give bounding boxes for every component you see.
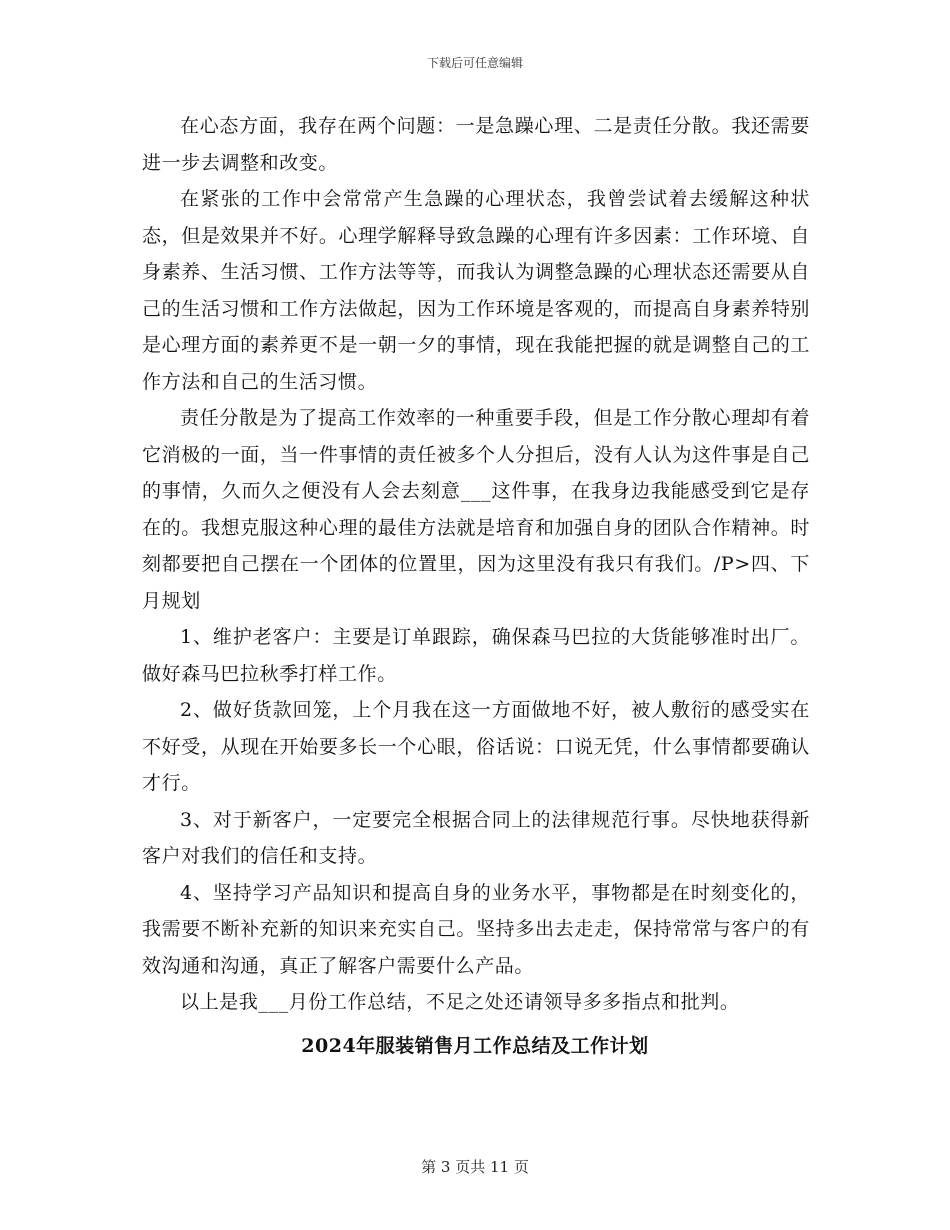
- page-header: 下载后可任意编辑: [426, 56, 523, 70]
- paragraph: 以上是我___月份工作总结，不足之处还请领导多多指点和批判。: [180, 991, 740, 1013]
- document-body: [142, 108, 810, 1021]
- paragraph: 责任分散是为了提高工作效率的一种重要手段，但是工作分散心理却有着它消极的一面，当一件事情的责任被多个人分担后，没有人认为这件事是自己的事情，久而久之便没有人会去刻意___这件事，在我身边我能感受到它是存在的。我想克服这种心理的最佳方法就是培育和加强自身的团队合作精神。时刻都要把自己摆在一个团体的位置里，因为这里没有我只有我们。/P>四、下月规划: [142, 407, 810, 612]
- paragraph: 在心态方面，我存在两个问题：一是急躁心理、二是责任分散。我还需要进一步去调整和改变。: [142, 115, 810, 174]
- paragraph: 在紧张的工作中会常常产生急躁的心理状态，我曾尝试着去缓解这种状态，但是效果并不好。心理学解释导致急躁的心理有许多因素：工作环境、自身素养、生活习惯、工作方法等等，而我认为调整急躁的心理状态还需要从自己的生活习惯和工作方法做起，因为工作环境是客观的，而提高自身素养特别是心理方面的素养更不是一朝一夕的事情，现在我能把握的就是调整自己的工作方法和自己的生活习惯。: [142, 188, 810, 393]
- list-item: 1、维护老客户：主要是订单跟踪，确保森马巴拉的大货能够准时出厂。做好森马巴拉秋季打样工作。: [142, 626, 810, 685]
- page-number: 第 3 页共 11 页: [421, 1158, 529, 1176]
- document-title: 2024年服装销售月工作总结及工作计划: [301, 1035, 649, 1057]
- list-item: 4、坚持学习产品知识和提高自身的业务水平，事物都是在时刻变化的，我需要不断补充新的知识来充实自己。坚持多出去走走，保持常常与客户的有效沟通和沟通，真正了解客户需要什么产品。: [142, 881, 810, 977]
- list-item: 3、对于新客户，一定要完全根据合同上的法律规范行事。尽快地获得新客户对我们的信任和支持。: [142, 808, 810, 867]
- list-item: 2、做好货款回笼，上个月我在这一方面做地不好，被人敷衍的感受实在不好受，从现在开始要多长一个心眼，俗话说：口说无凭，什么事情都要确认才行。: [142, 699, 810, 794]
